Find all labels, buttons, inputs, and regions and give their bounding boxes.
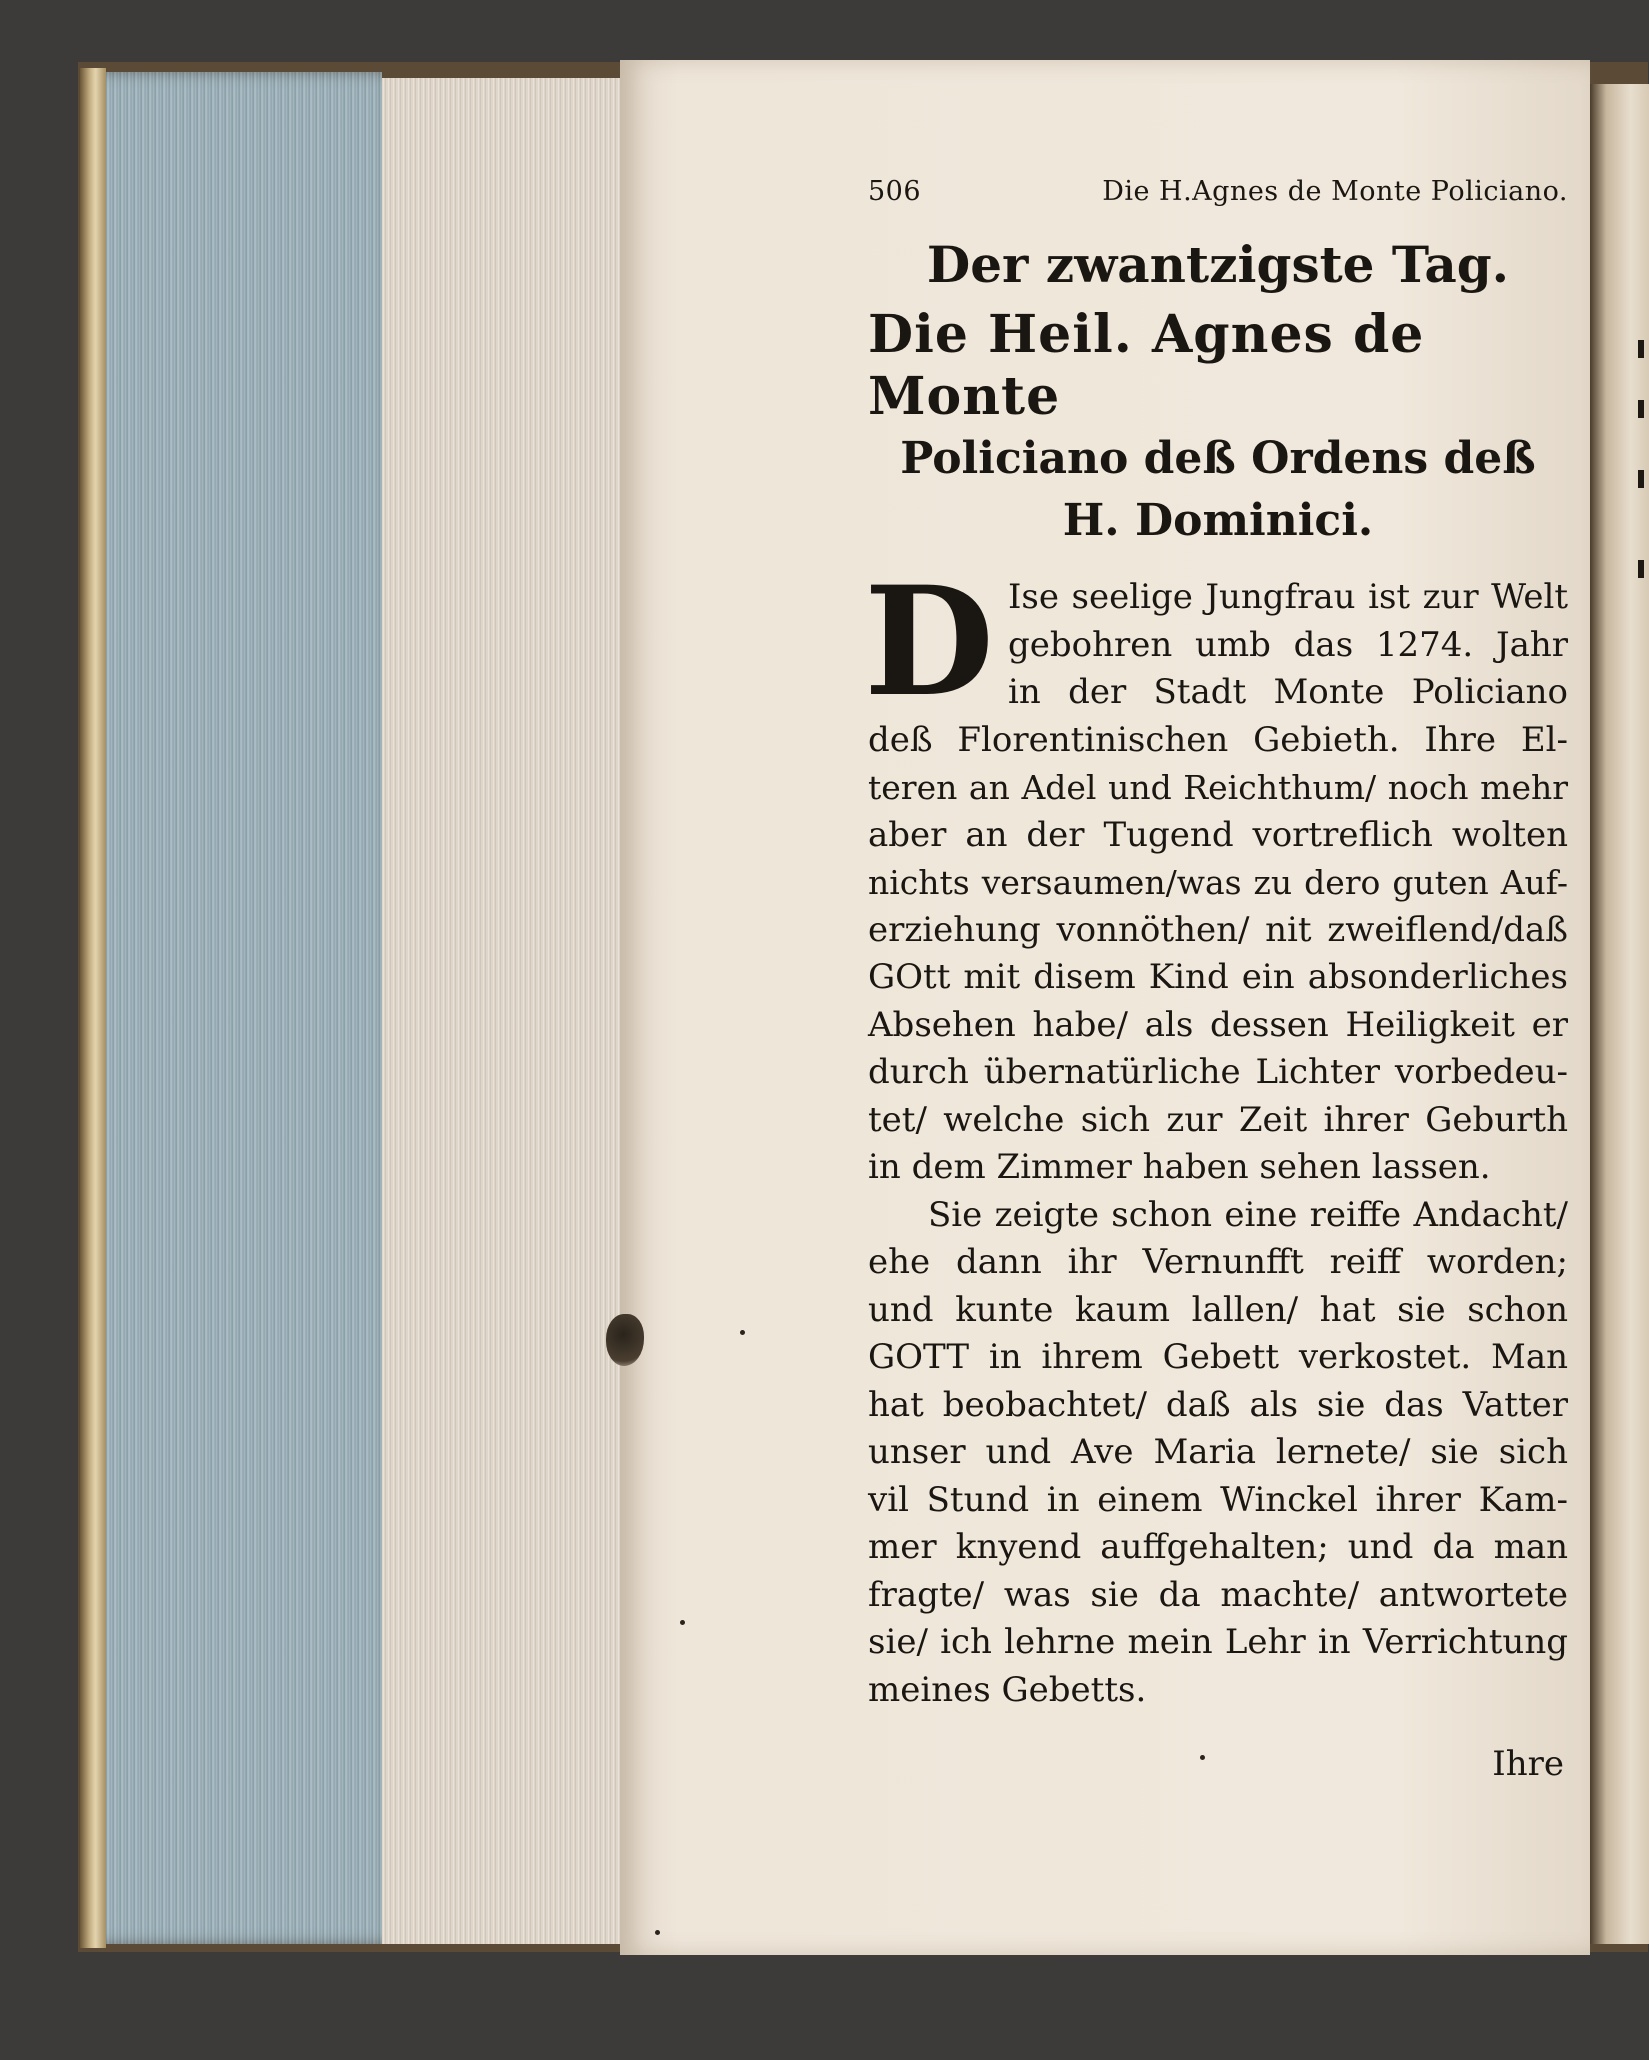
text-line: durch übernatürliche Lichter vorbedeu- — [868, 1052, 1568, 1092]
text-line: hat beobachtet/ daß als sie das Vatter — [868, 1384, 1568, 1425]
next-page-text-mark — [1638, 470, 1644, 488]
next-page-text-mark — [1638, 340, 1644, 358]
page-edges-outer — [82, 72, 382, 1944]
text-block — [864, 176, 1568, 1784]
text-line: GOtt mit disem Kind ein absonderliches — [868, 957, 1568, 997]
page-number: 506 — [868, 176, 922, 207]
title-line: Die Heil. Agnes de Monte — [868, 304, 1425, 427]
text-line: fragte/ was sie da machte/ antwortete — [868, 1574, 1568, 1615]
text-line: ehe dann ihr Vernunfft reiff worden; — [868, 1242, 1568, 1282]
running-head-title: Die H.Agnes de Monte Policiano. — [1102, 176, 1568, 207]
text-line: aber an der Tugend vortreflich wolten — [868, 814, 1568, 855]
title-line: H. Dominici. — [1062, 495, 1374, 546]
running-head — [868, 176, 1568, 228]
text-line: sie/ ich lehrne mein Lehr in Verrichtung — [868, 1622, 1568, 1662]
next-page-text-mark — [1638, 400, 1644, 418]
text-line: nichts versaumen/was zu dero guten Auf- — [868, 863, 1568, 902]
next-page-text-mark — [1638, 560, 1644, 578]
text-line: und kunte kaum lallen/ hat sie schon — [868, 1289, 1568, 1330]
text-line: tet/ welche sich zur Zeit ihrer Geburth — [868, 1099, 1568, 1140]
text-line: GOTT in ihrem Gebett verkostet. Man — [868, 1337, 1568, 1377]
text-line: teren an Adel und Reichthum/ noch mehr — [868, 768, 1568, 807]
text-line: gebohren umb das 1274. Jahr — [1008, 624, 1568, 665]
text-line: unser und Ave Maria lernete/ sie sich — [868, 1432, 1568, 1472]
text-line: Ise seelige Jungfrau ist zur Welt — [1008, 577, 1568, 617]
text-line: erziehung vonnöthen/ nit zweiflend/daß — [868, 909, 1568, 950]
text-line: meines Gebetts. — [868, 1669, 1147, 1710]
saint-title — [868, 304, 1568, 552]
next-page-sliver — [1588, 84, 1649, 1944]
speck — [655, 1930, 660, 1935]
text-line: deß Florentinischen Gebieth. Ihre El- — [868, 719, 1568, 760]
title-line: Policiano deß Ordens deß — [900, 433, 1536, 484]
day-heading: Der zwantzigste Tag. — [926, 235, 1510, 294]
text-line: Absehen habe/ als dessen Heiligkeit er — [868, 1004, 1568, 1045]
text-line: Sie zeigte schon eine reiffe Andacht/ — [928, 1194, 1568, 1235]
text-line: in dem Zimmer haben sehen lassen. — [868, 1147, 1491, 1187]
book-binding-edge — [80, 68, 106, 1948]
drop-cap: D — [864, 554, 995, 730]
speck — [740, 1330, 745, 1335]
text-line: vil Stund in einem Winckel ihrer Kam- — [868, 1479, 1568, 1520]
catchword: Ihre — [1492, 1744, 1564, 1784]
page-edges-inner — [382, 78, 622, 1944]
text-line: mer knyend auffgehalten; und da man — [868, 1527, 1568, 1567]
speck — [680, 1620, 685, 1625]
body-text — [864, 554, 1568, 1714]
text-line: in der Stadt Monte Policiano — [1008, 672, 1568, 712]
